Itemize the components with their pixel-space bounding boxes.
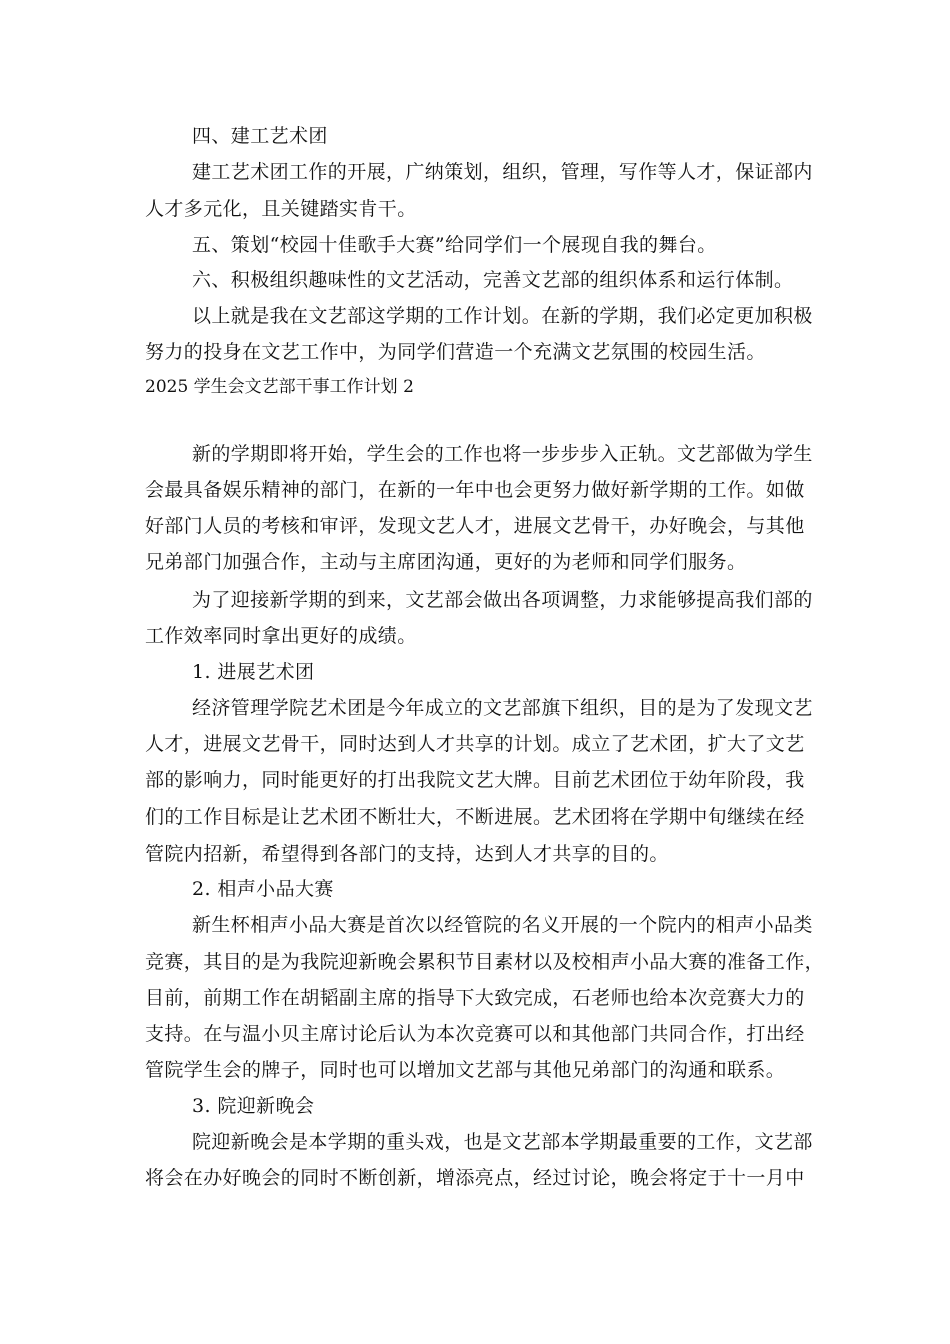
section-heading-3: 3. 院迎新晚会 — [192, 1095, 315, 1117]
paragraph-line: 会最具备娱乐精神的部门，在新的一年中也会更努力做好新学期的工作。如做 — [145, 479, 805, 501]
paragraph-line: 六、积极组织趣味性的文艺活动，完善文艺部的组织体系和运行体制。 — [192, 269, 794, 291]
paragraph-line: 努力的投身在文艺工作中，为同学们营造一个充满文艺氛围的校园生活。 — [145, 341, 766, 363]
paragraph-line: 新生杯相声小品大赛是首次以经管院的名义开展的一个院内的相声小品类 — [192, 914, 813, 936]
paragraph-line: 管院内招新，希望得到各部门的支持，达到人才共享的目的。 — [145, 843, 669, 865]
paragraph-line: 们的工作目标是让艺术团不断壮大，不断进展。艺术团将在学期中旬继续在经 — [145, 806, 805, 828]
paragraph-line: 好部门人员的考核和审评，发现文艺人才，进展文艺骨干，办好晚会，与其他 — [145, 515, 805, 537]
paragraph-line: 支持。在与温小贝主席讨论后认为本次竞赛可以和其他部门共同合作，打出经 — [145, 1023, 805, 1045]
paragraph-line: 人才多元化，且关键踏实肯干。 — [145, 198, 417, 220]
section-heading-1: 1. 进展艺术团 — [192, 661, 315, 683]
paragraph-line: 将会在办好晚会的同时不断创新，增添亮点，经过讨论，晚会将定于十一月中 — [145, 1167, 805, 1189]
document-subtitle: 2025 学生会文艺部干事工作计划 2 — [145, 377, 414, 397]
paragraph-line: 以上就是我在文艺部这学期的工作计划。在新的学期，我们必定更加积极 — [192, 305, 813, 327]
paragraph-line: 目前，前期工作在胡韬副主席的指导下大致完成，石老师也给本次竞赛大力的 — [145, 987, 805, 1009]
paragraph-line: 新的学期即将开始，学生会的工作也将一步步步入正轨。文艺部做为学生 — [192, 443, 813, 465]
paragraph-line: 兄弟部门加强合作，主动与主席团沟通，更好的为老师和同学们服务。 — [145, 551, 747, 573]
paragraph-line: 为了迎接新学期的到来，文艺部会做出各项调整，力求能够提高我们部的 — [192, 589, 813, 611]
paragraph-line: 五、策划“校园十佳歌手大赛”给同学们一个展现自我的舞台。 — [192, 234, 717, 256]
paragraph-line: 部的影响力，同时能更好的打出我院文艺大牌。目前艺术团位于幼年阶段，我 — [145, 769, 805, 791]
paragraph-line: 管院学生会的牌子，同时也可以增加文艺部与其他兄弟部门的沟通和联系。 — [145, 1059, 786, 1081]
paragraph-line: 建工艺术团工作的开展，广纳策划，组织，管理，写作等人才，保证部内 — [192, 161, 813, 183]
paragraph-line: 人才，进展文艺骨干，同时达到人才共享的计划。成立了艺术团，扩大了文艺 — [145, 733, 805, 755]
paragraph-line: 院迎新晚会是本学期的重头戏，也是文艺部本学期最重要的工作，文艺部 — [192, 1131, 813, 1153]
section-heading-art-troupe: 四、建工艺术团 — [192, 125, 328, 147]
paragraph-line: 经济管理学院艺术团是今年成立的文艺部旗下组织，目的是为了发现文艺 — [192, 697, 813, 719]
section-heading-2: 2. 相声小品大赛 — [192, 878, 334, 900]
paragraph-line: 工作效率同时拿出更好的成绩。 — [145, 625, 417, 647]
paragraph-line: 竞赛，其目的是为我院迎新晚会累积节目素材以及校相声小品大赛的准备工作， — [145, 951, 825, 973]
